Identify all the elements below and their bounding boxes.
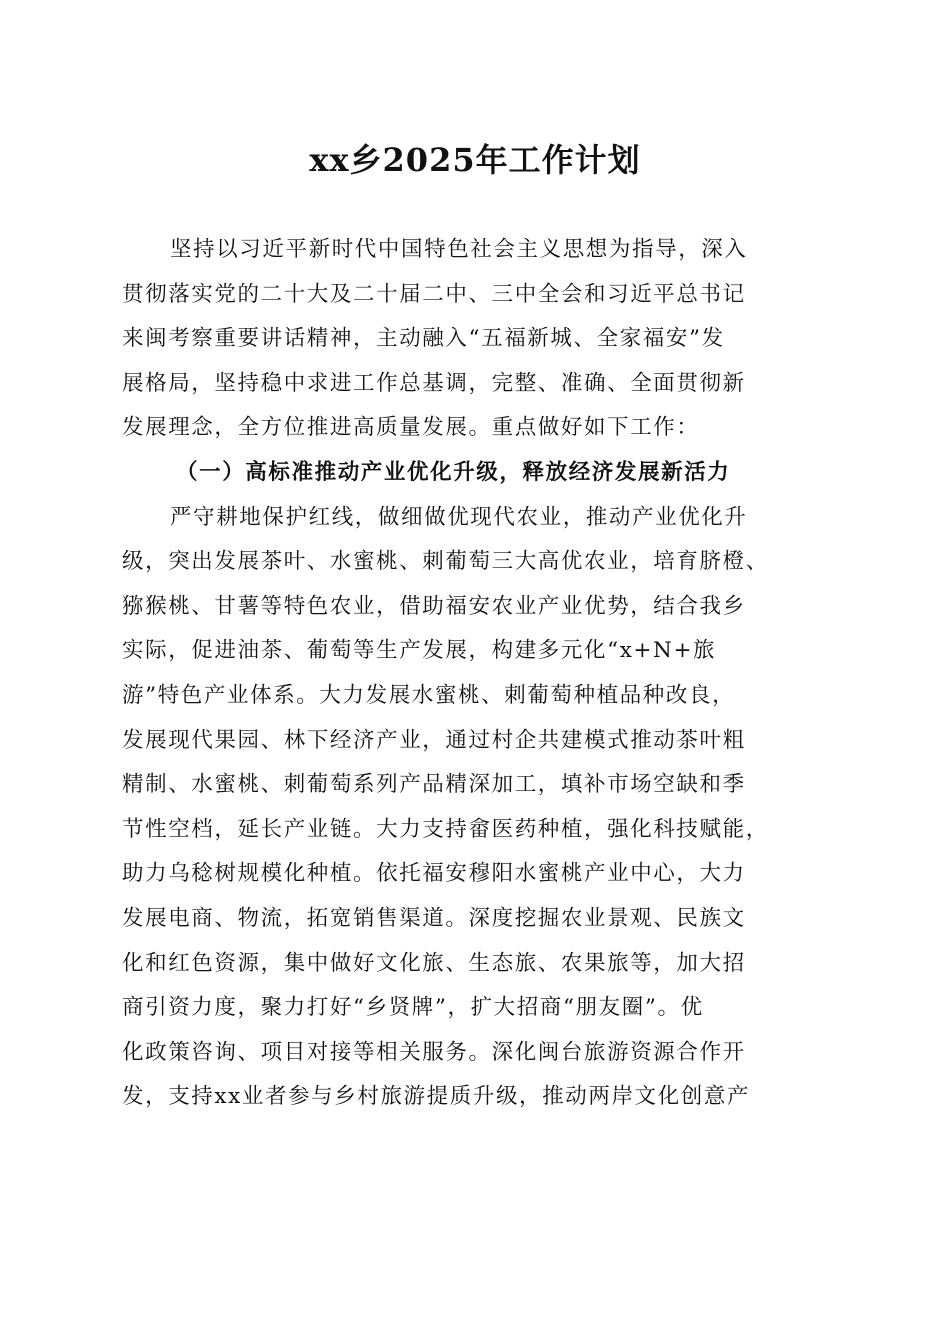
section-1-line-2: 级，突出发展茶叶、水蜜桃、刺葡萄三大高优农业，培育脐橙、 <box>122 549 769 575</box>
section-1-line-3: 猕猴桃、甘薯等特色农业，借助福安农业产业优势，结合我乡 <box>122 593 746 619</box>
section-1-heading: （一）高标准推动产业优化升级，释放经济发展新活力 <box>176 459 731 485</box>
section-1-line-1: 严守耕地保护红线，做细做优现代农业，推动产业优化升 <box>170 504 748 530</box>
document-body <box>122 228 838 1120</box>
section-1-line-5: 游”特色产业体系。大力发展水蜜桃、刺葡萄种植品种改良， <box>122 682 736 708</box>
section-1-line-10: 发展电商、物流，拓宽销售渠道。深度挖掘农业景观、民族文 <box>122 905 746 931</box>
section-1-line-11: 化和红色资源，集中做好文化旅、生态旅、农果旅等，加大招 <box>122 950 746 976</box>
intro-line-5: 发展理念，全方位推进高质量发展。重点做好如下工作： <box>122 415 700 441</box>
section-1-line-9: 助力乌稔树规模化种植。依托福安穆阳水蜜桃产业中心，大力 <box>122 861 746 887</box>
section-1-line-13: 化政策咨询、项目对接等相关服务。深化闽台旅游资源合作开 <box>122 1039 746 1065</box>
document-title: xx乡2025年工作计划 <box>309 141 641 179</box>
section-1-line-8: 节性空档，延长产业链。大力支持畲医药种植，强化科技赋能， <box>122 816 769 842</box>
section-1-line-14: 发，支持xx业者参与乡村旅游提质升级，推动两岸文化创意产 <box>122 1084 751 1110</box>
intro-line-4: 展格局，坚持稳中求进工作总基调，完整、准确、全面贯彻新 <box>122 370 746 396</box>
section-1-line-12: 商引资力度，聚力打好“乡贤牌”，扩大招商“朋友圈”。优 <box>122 995 704 1021</box>
intro-line-2: 贯彻落实党的二十大及二十届二中、三中全会和习近平总书记 <box>122 281 746 307</box>
intro-line-1: 坚持以习近平新时代中国特色社会主义思想为指导，深入 <box>170 237 748 262</box>
section-1-line-4: 实际，促进油茶、葡萄等生产发展，构建多元化“x+N+旅 <box>122 638 717 664</box>
section-1-line-7: 精制、水蜜桃、刺葡萄系列产品精深加工，填补市场空缺和季 <box>122 772 746 798</box>
intro-line-3: 来闽考察重要讲话精神，主动融入“五福新城、全家福安”发 <box>122 326 725 352</box>
section-1-line-6: 发展现代果园、林下经济产业，通过村企共建模式推动茶叶粗 <box>122 727 746 753</box>
